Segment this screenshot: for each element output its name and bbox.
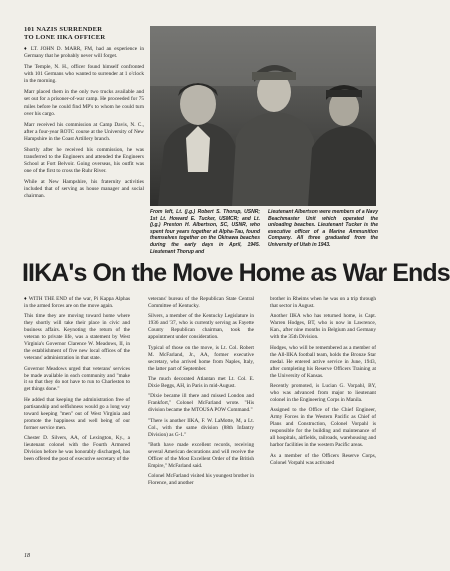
article-paragraph: Chester D. Silvers, AA, of Lexington, Ky., a lieutenant colonel with the Fourth Armored Division before he was honorably discharged, has been offered the post of executive secretary of the	[24, 435, 130, 463]
article-paragraph: The much decorated Atlantan met Lt. Col. E. Dixie Beggs, AH, in Paris in mid-August.	[148, 376, 254, 389]
article-headline: IIKA's On the Move Home as War Ends	[22, 259, 450, 287]
article-paragraph: veterans' bureau of the Republican State Central Committee of Kentucky.	[148, 296, 254, 309]
article-paragraph: Silvers, a member of the Kentucky Legislature in 1936 and '37, who is currently serving as Fayette County Republican chairman, took the appointment under consideration.	[148, 313, 254, 341]
sidebar-heading-line1: 101 NAZIS SURRENDER	[24, 26, 103, 33]
sidebar-heading-line2: TO LONE IIKA OFFICER	[24, 33, 106, 41]
page-number: 18	[24, 553, 30, 559]
article-paragraph: Governor Meadows urged that veterans' services be made available in each community and "make it so that they do not have to run to Charleston to get things done."	[24, 365, 130, 393]
photo-caption-left: From left, Lt. (j.g.) Robert S. Thorup, USNR; 1st Lt. Howard E. Tucker, USMCR; and Lt. (j.g.) Preston H. Albertson, SC, USNR, who spent four years together at Alpha-Tau, found themselves together on the Okinawa beaches during the early days in April, 1945. Lieutenant Thorup and	[150, 209, 260, 255]
article-paragraph: As a member of the Officers Reserve Corps, Colonel Vorpahl was activated	[270, 452, 376, 466]
article-paragraph: "There is another IIKA, F. W. LaMotte, M, a Lt. Col., with the same division (88th Infantry Division) as G-1."	[148, 417, 254, 438]
article-paragraph: "Both have made excellent records, receiving several American decorations and will receive the Officer of the Most Excellent Order of the British Empire," McFarland said.	[148, 442, 254, 470]
article-column-2	[148, 296, 254, 491]
article-paragraph: Typical of those on the move, is Lt. Col. Robert M. McFarland, Jr., AA, former executive secretary, who arrived home from Naples, Italy, the latter part of September.	[148, 344, 254, 372]
article-paragraph: Recently promoted, is Lucian G. Vorpahl, BY, who was advanced from major to lieutenant colonel in the Engineering Corps in Manila.	[270, 382, 376, 403]
article-column-3	[270, 296, 376, 470]
article-column-1	[24, 296, 130, 466]
article-paragraph: Another IIKA who has returned home, is Capt. Warren Hodges, BT, who is now in Lawrence, Kan., after nine months in Belgium and Germany with the 35th Division.	[270, 313, 376, 341]
article-paragraph: Assigned to the Office of the Chief Engineer, Army Forces in the Western Pacific as Chief of Plans and Construction, Colonel Vorpahl is responsible for the building and maintenance of all hospitals, airfields, railroads, warehousing and harbor facilities in the western Pacific areas.	[270, 407, 376, 449]
sidebar-story	[24, 26, 144, 204]
article-paragraph: Colonel McFarland visited his youngest brother in Florence, and another	[148, 473, 254, 487]
sidebar-paragraph: Shortly after he received his commission, he was transferred to the Engineers and attended the Engineers School at Fort Belvoir. Going overseas, his outfit was one of the first to cross the Ruhr River.	[24, 146, 144, 174]
article-paragraph: Hodges, who will be remembered as a member of the All-IIKA football team, holds the Bronze Star medal. He entered active service in June, 1943, after completing his Reserve Officers Training at the University of Kansas.	[270, 344, 376, 379]
article-paragraph: "Dixie became ill there and missed London and Frankfort," Colonel McFarland wrote. "His division became the MTOUSA POW Command."	[148, 393, 254, 414]
article-paragraph: This time they are moving toward home where they shortly will take their place in civic and business affairs. Keynoting the return of the veteran to private life, was a statement by West Virginia's Governor Clarence W. Meadows, II, in the establishment of five new local offices of the veterans' administration in that state.	[24, 313, 130, 362]
article-paragraph: brother in Rheims when he was on a trip through that sector in August.	[270, 296, 376, 309]
photo-caption-right: Lieutenant Albertson were members of a Navy Beachmaster Unit which operated the unloading beaches. Lieutenant Tucker is the executive officer of a Marine Ammunition Company. All three graduated from the University of Utah in 1943.	[268, 209, 378, 248]
officers-photo	[150, 26, 376, 206]
sidebar-paragraph: Marr placed them in the only two trucks available and set out for a prisoner-of-war camp. He proceeded for 75 miles before he could find MP's to whom he could turn over his cargo.	[24, 89, 144, 117]
sidebar-paragraph: While at New Hampshire, his fraternity activities included that of serving as house manager and social chairman.	[24, 178, 144, 200]
sidebar-paragraph: ♦ LT. JOHN D. MARR, FM, had an experience in Germany that he probably never will forget.	[24, 46, 144, 60]
sidebar-paragraph: The Temple, N. H., officer found himself confronted with 101 Germans who wanted to surrender at 1 o'clock in the morning.	[24, 64, 144, 85]
photograph-of-three-officers-icon	[150, 26, 376, 206]
sidebar-heading	[24, 26, 144, 41]
article-paragraph: He added that keeping the administration free of partisanship and selfishness would go a long way toward keeping "men" out of West Virginia and promote the happiness and well being of our former service men.	[24, 396, 130, 431]
article-paragraph: ♦ WITH THE END of the war, Pi Kappa Alphas in the armed forces are on the move again.	[24, 296, 130, 309]
sidebar-paragraph: Marr received his commission at Camp Davis, N. C., after a four-year ROTC course at the University of New Hampshire in the Coast Artillery branch.	[24, 121, 144, 142]
